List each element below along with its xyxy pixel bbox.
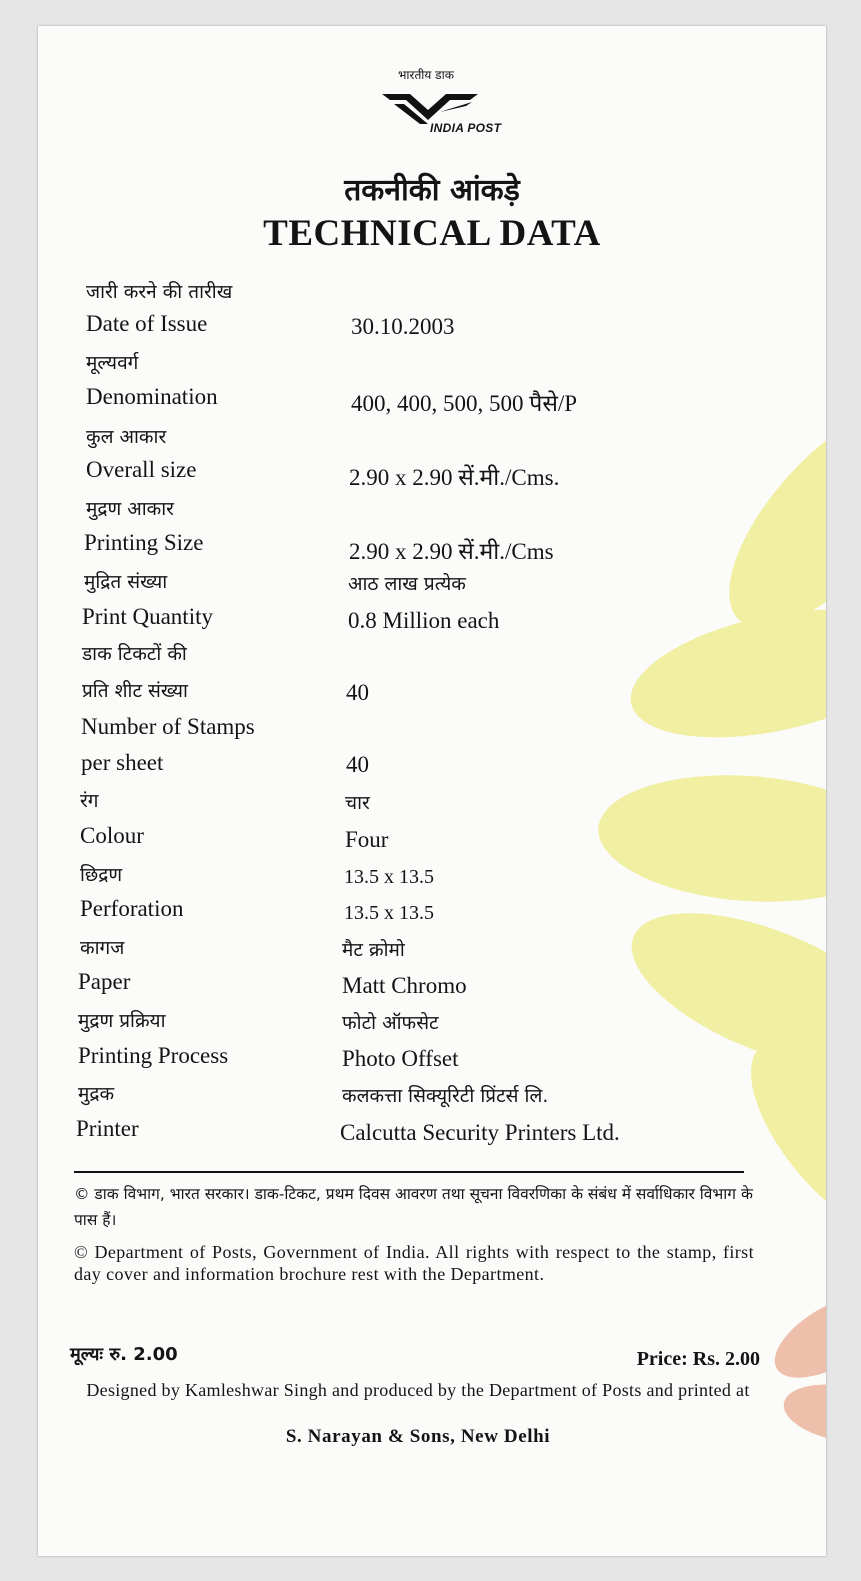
field-label-hindi: कागज [80, 937, 125, 959]
credits-designed: Designed by Kamleshwar Singh and produced by the Department of Posts and printed at [86, 1380, 750, 1400]
field-label: Perforation [80, 896, 184, 921]
field-value-hindi: कलकत्ता सिक्यूरिटी प्रिंटर्स लि. [342, 1085, 549, 1107]
field-label: Overall size [86, 457, 197, 482]
field-value-hindi: चार [345, 792, 370, 814]
field-label-hindi: रंग [80, 790, 99, 812]
field-label: Number of Stamps [81, 714, 255, 739]
decorative-petal [594, 766, 826, 912]
field-label-hindi: मुद्रक [78, 1083, 115, 1105]
field-value-hindi: फोटो ऑफसेट [342, 1012, 439, 1034]
brochure-page [38, 26, 826, 1556]
field-label-hindi: मुद्रित संख्या [84, 571, 168, 593]
field-label-hindi: डाक टिकटों की [82, 643, 187, 665]
field-value-hindi: 13.5 x 13.5 [344, 866, 434, 888]
copyright-english: © Department of Posts, Government of India. All rights with respect to the stamp, first day cover and information brochure rest with the Department. [74, 1242, 754, 1284]
decorative-petal [779, 1376, 826, 1451]
field-value: 0.8 Million each [348, 608, 500, 633]
field-label-hindi: कुल आकार [86, 426, 167, 448]
field-label: Date of Issue [86, 311, 208, 336]
logo-hindi-text: भारतीय डाक [398, 68, 454, 82]
field-value: 2.90 x 2.90 सें.मी./Cms. [349, 465, 560, 490]
field-value: Four [345, 827, 389, 852]
field-label-hindi: मुद्रण आकार [86, 498, 174, 520]
india-post-emblem-icon [380, 86, 480, 126]
india-post-logo [348, 66, 528, 166]
field-value: Matt Chromo [342, 973, 467, 998]
field-value: 40 [346, 752, 369, 777]
field-value: Photo Offset [342, 1046, 459, 1071]
logo-english-text: INDIA POST [430, 121, 502, 135]
price-hindi: मूल्यः रु. 2.00 [70, 1344, 178, 1365]
page-title-hindi: तकनीकी आंकड़े [344, 173, 520, 208]
field-value: 2.90 x 2.90 सें.मी./Cms [349, 539, 554, 564]
field-label-hindi: मूल्यवर्ग [86, 352, 139, 374]
field-label: Printing Size [84, 530, 204, 555]
field-label: per sheet [81, 750, 164, 775]
field-label-hindi: प्रति शीट संख्या [82, 680, 188, 702]
field-value: 13.5 x 13.5 [344, 902, 434, 924]
field-label: Paper [78, 969, 131, 994]
field-label-hindi: छिद्रण [80, 864, 123, 886]
page-title: TECHNICAL DATA [263, 213, 601, 254]
field-label-hindi: जारी करने की तारीख [86, 281, 233, 303]
field-label: Printing Process [78, 1043, 229, 1068]
field-value: 400, 400, 500, 500 पैसे/P [351, 391, 578, 416]
field-value: 30.10.2003 [351, 314, 455, 339]
field-label: Colour [80, 823, 144, 848]
decorative-petal [762, 1278, 826, 1395]
field-value: Calcutta Security Printers Ltd. [340, 1120, 620, 1145]
divider [74, 1171, 744, 1173]
field-label: Print Quantity [82, 604, 213, 629]
field-label-hindi: मुद्रण प्रक्रिया [78, 1010, 166, 1032]
field-value-hindi: 40 [346, 680, 369, 705]
price: Price: Rs. 2.00 [636, 1348, 760, 1370]
field-value-hindi: मैट क्रोमो [342, 939, 405, 961]
credits-printer: S. Narayan & Sons, New Delhi [285, 1426, 551, 1447]
field-label: Printer [76, 1116, 139, 1141]
copyright-hindi: © डाक विभाग, भारत सरकार। डाक-टिकट, प्रथम दिवस आवरण तथा सूचना विवरणिका के संबंध में सर्वाधिकार विभाग के पास हैं। [74, 1185, 753, 1229]
field-label: Denomination [86, 384, 218, 409]
field-value-hindi: आठ लाख प्रत्येक [348, 573, 466, 595]
decorative-petal [619, 587, 826, 760]
